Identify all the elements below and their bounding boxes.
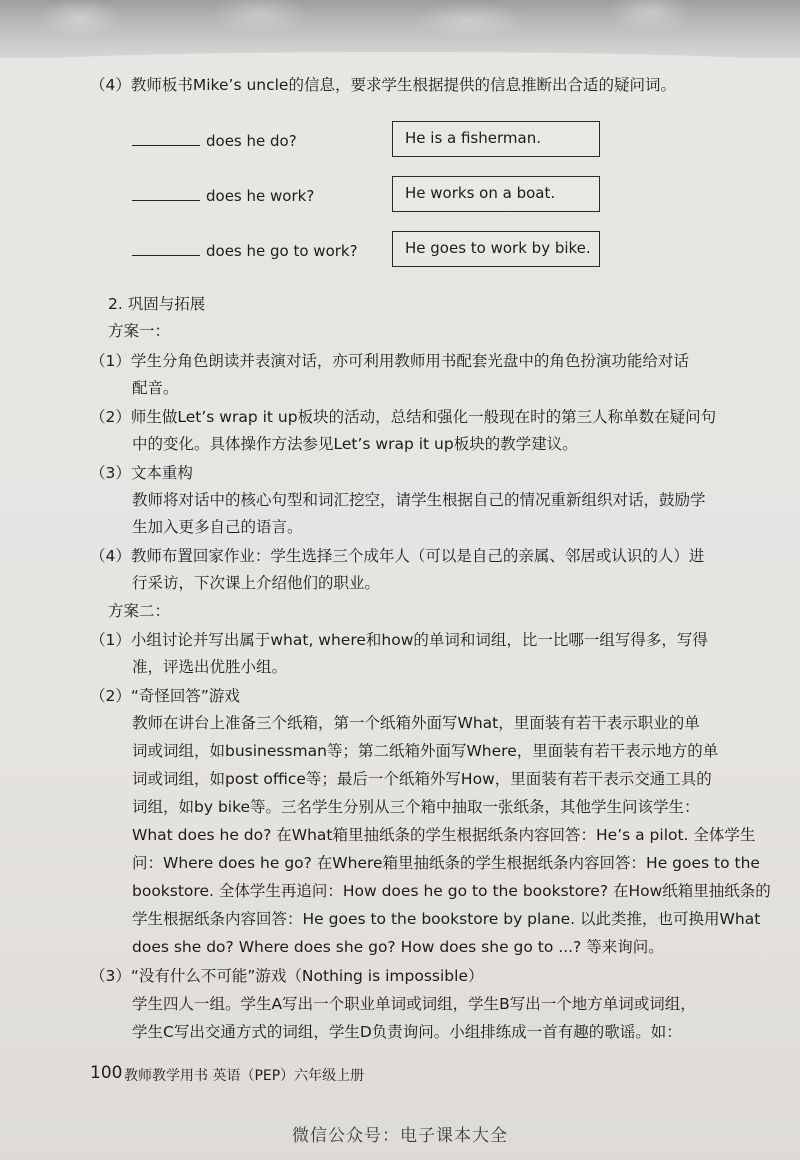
item-number: （1） [90,352,131,370]
plan-1-title: 方案一： [108,322,171,340]
item-number: （1） [90,631,131,649]
item-line: 中的变化。具体操作方法参见Let’s wrap it up板块的教学建议。 [132,435,578,453]
answer-blank [132,131,200,146]
answer-text: He works on a boat. [405,184,556,202]
item-line: 生加入更多自己的语言。 [132,518,303,536]
book-title-footer: 教师教学用书 英语（PEP）六年级上册 [124,1068,365,1084]
item-line: 学生C写出交通方式的词组，学生D负责询问。小组排练成一首有趣的歌谣。如： [132,1023,682,1041]
answer-text: He goes to work by bike. [405,239,591,257]
answer-box [392,176,600,212]
plan-1-item [90,462,193,484]
item-line: “奇怪回答”游戏 [130,687,240,705]
item-line: “没有什么不可能”游戏（Nothing is impossible） [130,967,484,985]
plan-1-item [90,545,704,567]
item-line: 词组，如by bike等。三名学生分别从三个箱中抽取一张纸条，其他学生问该学生： [132,798,700,816]
item-line: 词或词组，如businessman等；第二纸箱外面写Where，里面装有若干表示地方的单 [132,742,719,760]
item-line: 学生根据纸条内容回答：He goes to the bookstore by plane. 以此类推，也可换用What [132,910,761,928]
step-text: 教师板书Mike’s uncle的信息，要求学生根据提供的信息推断出合适的疑问词。 [130,76,676,94]
answer-box [392,231,600,267]
plan-2-title: 方案二： [108,602,171,620]
item-line: 行采访，下次课上介绍他们的职业。 [132,574,381,592]
item-line: What does he do? 在What箱里抽纸条的学生根据纸条内容回答：He’s a pilot. 全体学生 [132,826,756,844]
item-number: （3） [90,967,131,985]
plan-1-item [90,350,689,372]
item-line: 教师将对话中的核心句型和词汇挖空，请学生根据自己的情况重新组织对话，鼓励学 [132,491,706,509]
question-text: does he do? [206,132,297,150]
item-number: （2） [90,408,131,426]
item-number: （3） [90,464,131,482]
answer-blank [132,186,200,201]
plan-2-item [90,685,240,707]
item-number: （2） [90,687,131,705]
question-row [132,131,297,150]
question-row [132,241,358,260]
item-line: 配音。 [132,379,179,397]
answer-blank [132,241,200,256]
item-line: 学生四人一组。学生A写出一个职业单词或词组，学生B写出一个地方单词或词组， [132,995,696,1013]
item-line: 小组讨论并写出属于what, where和how的单词和词组，比一比哪一组写得多，写得 [130,631,708,649]
item-number: （4） [90,547,131,565]
item-line: 准，评选出优胜小组。 [132,658,288,676]
question-text: does he work? [206,187,315,205]
item-line: 问：Where does he go? 在Where箱里抽纸条的学生根据纸条内容回答：He goes to the [132,854,760,872]
item-line: bookstore. 全体学生再追问：How does he go to the bookstore? 在How纸箱里抽纸条的 [132,882,771,900]
plan-1-item [90,406,716,428]
page-number: 100 [90,1063,123,1083]
plan-2-item [90,629,708,651]
watermark-text: 微信公众号：电子课本大全 [292,1126,508,1146]
plan-2-item [90,965,484,987]
item-line: 文本重构 [130,464,193,482]
item-line: does she do? Where does she go? How does she go to ...? 等来询问。 [132,938,664,956]
decorative-header-band [0,0,800,58]
answer-text: He is a fisherman. [405,129,541,147]
question-text: does he go to work? [206,242,358,260]
step-number: （4） [90,76,131,94]
item-line: 学生分角色朗读并表演对话，亦可利用教师用书配套光盘中的角色扮演功能给对话 [130,352,689,370]
item-line: 教师在讲台上准备三个纸箱，第一个纸箱外面写What，里面装有若干表示职业的单 [132,714,700,732]
step-4-instruction [90,74,676,96]
answer-box [392,121,600,157]
section-title: 2. 巩固与拓展 [108,295,206,313]
item-line: 师生做Let’s wrap it up板块的活动，总结和强化一般现在时的第三人称单数在疑问句 [130,408,717,426]
item-line: 词或词组，如post office等；最后一个纸箱外写How，里面装有若干表示交通工具的 [132,770,712,788]
question-row [132,186,314,205]
item-line: 教师布置回家作业：学生选择三个成年人（可以是自己的亲属、邻居或认识的人）进 [130,547,705,565]
